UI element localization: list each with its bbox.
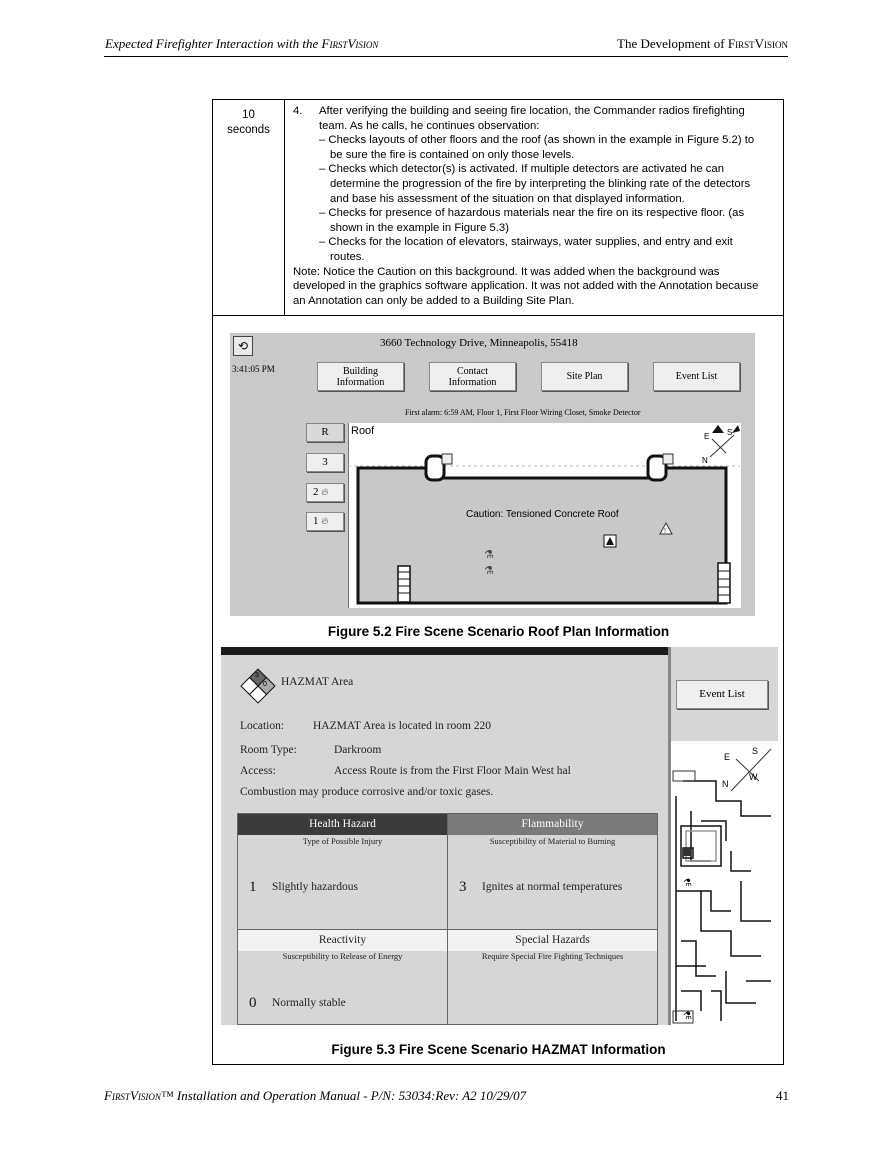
step-item: and base his assessment of the situation on that displayed information. <box>330 192 685 205</box>
window-top-bar <box>221 647 669 655</box>
diamond-flammability-value: 3 <box>255 672 259 679</box>
flammability-header: Flammability <box>448 814 657 835</box>
compass-south-label: S <box>727 428 733 437</box>
flammability-subtitle: Susceptibility of Material to Burning <box>489 836 616 846</box>
step-item: be sure the fire is contained on only those levels. <box>330 148 575 161</box>
health-hazard-subtitle: Type of Possible Injury <box>302 836 383 846</box>
floor-button-1[interactable] <box>306 512 344 531</box>
compass-east-label: E <box>704 432 710 441</box>
figure-5-2-caption: Figure 5.2 Fire Scene Scenario Roof Plan Information <box>327 624 670 639</box>
step-item: – Checks for presence of hazardous materials near the fire on its respective floor. (as <box>319 207 745 220</box>
health-hazard-header: Health Hazard <box>238 814 447 835</box>
step-item: routes. <box>330 250 365 263</box>
step-line: team. As he calls, he continues observation: <box>319 119 540 132</box>
note-line: developed in the graphics software application. It was not added with the Annotation because <box>293 280 759 293</box>
combustion-warning: Combustion may produce corrosive and/or toxic gases. <box>240 786 494 798</box>
building-information-button[interactable]: Building Information <box>317 362 404 391</box>
running-header-right <box>617 36 788 52</box>
header-left-prefix: Expected Firefighter Interaction with the <box>105 36 322 51</box>
special-hazards-subtitle: Require Special Fire Fighting Techniques <box>481 951 624 961</box>
compass-north-label: N <box>722 779 729 789</box>
running-header-left <box>105 36 378 52</box>
table-row-divider <box>212 315 784 316</box>
figure-5-3-caption: Figure 5.3 Fire Scene Scenario HAZMAT Information <box>331 1042 666 1057</box>
health-hazard-level: 1 <box>249 879 257 895</box>
floor-label-2: 2 <box>313 486 319 498</box>
flammability-level: 3 <box>459 879 467 895</box>
step-time-value: 10 <box>242 109 255 121</box>
location-label: Location: <box>240 720 285 732</box>
flammability-description: Ignites at normal temperatures <box>482 881 623 893</box>
footer-text: ™ Installation and Operation Manual - P/N: 53034:Rev: A2 10/29/07 <box>160 1088 527 1103</box>
step-item: – Checks for the location of elevators, stairways, water supplies, and entry and exit <box>319 236 733 249</box>
running-footer <box>104 1088 526 1104</box>
hazmat-icon[interactable]: ⚗ <box>484 549 494 561</box>
health-hazard-description: Slightly hazardous <box>272 881 358 893</box>
step-item: – Checks which detector(s) is activated. If multiple detectors are activated he can <box>319 163 724 176</box>
compass-north-label: N <box>702 456 708 465</box>
header-left-brand: FirstVision <box>321 36 379 51</box>
diamond-reactivity-value: 0 <box>263 681 267 688</box>
floor-button-2[interactable] <box>306 483 344 502</box>
step-item: determine the progression of the fire by interpreting the blinking rate of the detectors <box>330 177 751 190</box>
contact-information-button[interactable]: Contact Information <box>429 362 516 391</box>
reactivity-level: 0 <box>249 995 257 1011</box>
room-type-value: Darkroom <box>334 744 382 756</box>
header-right-brand: FirstVision <box>727 36 788 51</box>
special-hazards-header: Special Hazards <box>448 930 657 951</box>
event-list-button[interactable]: Event List <box>653 362 740 391</box>
note-line: an Annotation can only be added to a Building Site Plan. <box>293 294 575 307</box>
header-rule <box>104 56 788 57</box>
fire-icon: 🔥︎ <box>321 516 329 527</box>
access-label: Access: <box>240 765 276 777</box>
clock-time: 3:41:05 PM <box>232 364 275 374</box>
step-number: 4. <box>293 105 303 117</box>
note-line: Note: Notice the Caution on this background. It was added when the background was <box>293 265 720 278</box>
location-value: HAZMAT Area is located in room 220 <box>313 720 492 732</box>
site-address: 3660 Technology Drive, Minneapolis, 55418 <box>380 337 578 349</box>
step-item: shown in the example in Figure 5.3) <box>330 221 509 234</box>
svg-text:!: ! <box>664 528 666 535</box>
access-value: Access Route is from the First Floor Main West hal <box>334 765 571 777</box>
step-time-cell <box>213 108 284 138</box>
footer-brand: FirstVision <box>104 1088 161 1103</box>
diamond-health-value: 1 <box>247 681 251 688</box>
fire-icon: 🔥︎ <box>321 487 329 498</box>
site-plan-button[interactable]: Site Plan <box>541 362 628 391</box>
first-alarm-status: First alarm: 6:59 AM, Floor 1, First Floor Wiring Closet, Smoke Detector <box>405 408 641 417</box>
app-logo-icon[interactable]: ⟲ <box>233 336 253 356</box>
room-type-label: Room Type: <box>240 744 297 756</box>
reactivity-description: Normally stable <box>272 997 346 1009</box>
hazmat-marker-icon[interactable]: ⚗ <box>683 878 692 889</box>
step-item: – Checks layouts of other floors and the roof (as shown in the example in Figure 5.2) to <box>319 134 755 147</box>
event-list-button[interactable]: Event List <box>676 680 768 709</box>
step-description <box>293 104 777 308</box>
compass-east-label: E <box>724 752 731 762</box>
header-right-prefix: The Development of <box>617 36 728 51</box>
step-time-unit: seconds <box>227 124 270 136</box>
roof-label: Roof <box>351 425 375 437</box>
floor-button-3[interactable]: 3 <box>306 453 344 472</box>
reactivity-subtitle: Susceptibility to Release of Energy <box>282 951 403 961</box>
hazmat-title: HAZMAT Area <box>281 676 354 688</box>
hazmat-icon[interactable]: ⚗ <box>484 565 494 577</box>
floor-label-1: 1 <box>313 515 319 527</box>
page-number: 41 <box>776 1088 789 1103</box>
caution-annotation: Caution: Tensioned Concrete Roof <box>466 509 619 520</box>
compass-west-label: W <box>749 772 758 782</box>
hazmat-marker-icon[interactable]: ⚗ <box>683 1011 692 1022</box>
step-line: After verifying the building and seeing fire location, the Commander radios firefighting <box>319 105 745 117</box>
compass-south-label: S <box>752 746 759 756</box>
table-column-divider <box>284 99 285 315</box>
reactivity-header: Reactivity <box>238 930 447 951</box>
floor-button-roof[interactable]: R <box>306 423 344 442</box>
